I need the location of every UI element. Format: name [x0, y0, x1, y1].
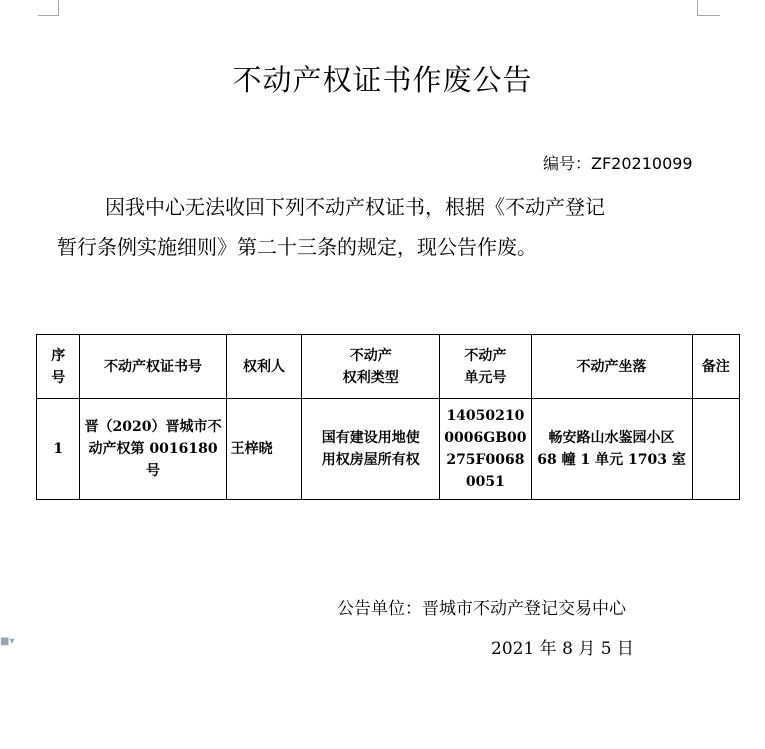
header-seq: 序 号	[37, 335, 80, 399]
page-corner-mark-top-left	[38, 0, 59, 16]
issuing-unit: 公告单位：晋城市不动产登记交易中心	[337, 599, 626, 619]
table-row	[37, 399, 740, 500]
table-header-row	[37, 335, 740, 399]
notice-paragraph	[57, 187, 707, 267]
header-right-type: 不动产 权利类型	[302, 335, 440, 399]
paragraph-line-2: 暂行条例实施细则》第二十三条的规定，现公告作废。	[57, 235, 537, 259]
cell-location: 畅安路山水鉴园小区 68 幢 1 单元 1703 室	[531, 399, 692, 500]
page-title: 不动产权证书作废公告	[232, 63, 533, 97]
cell-owner: 王梓晓	[226, 399, 302, 500]
document-number: 编号：ZF20210099	[543, 154, 693, 173]
header-location: 不动产坐落	[531, 335, 692, 399]
cell-unit-number: 14050210 0006GB00 275F0068 0051	[440, 399, 531, 500]
certificate-table	[36, 334, 740, 500]
comment-marker-icon[interactable]: ■▾	[0, 636, 15, 647]
header-certificate-number: 不动产权证书号	[80, 335, 226, 399]
header-owner: 权利人	[226, 335, 302, 399]
paragraph-line-1: 因我中心无法收回下列不动产权证书，根据《不动产登记	[105, 195, 605, 219]
cell-certificate-number: 晋（2020）晋城市不 动产权第 0016180 号	[80, 399, 226, 500]
header-unit-number: 不动产 单元号	[440, 335, 531, 399]
cell-remarks	[692, 399, 739, 500]
cell-seq: 1	[37, 399, 80, 500]
header-remarks: 备注	[692, 335, 739, 399]
issue-date: 2021 年 8 月 5 日	[491, 639, 634, 659]
page-corner-mark-top-right	[697, 0, 720, 16]
cell-right-type: 国有建设用地使 用权房屋所有权	[302, 399, 440, 500]
